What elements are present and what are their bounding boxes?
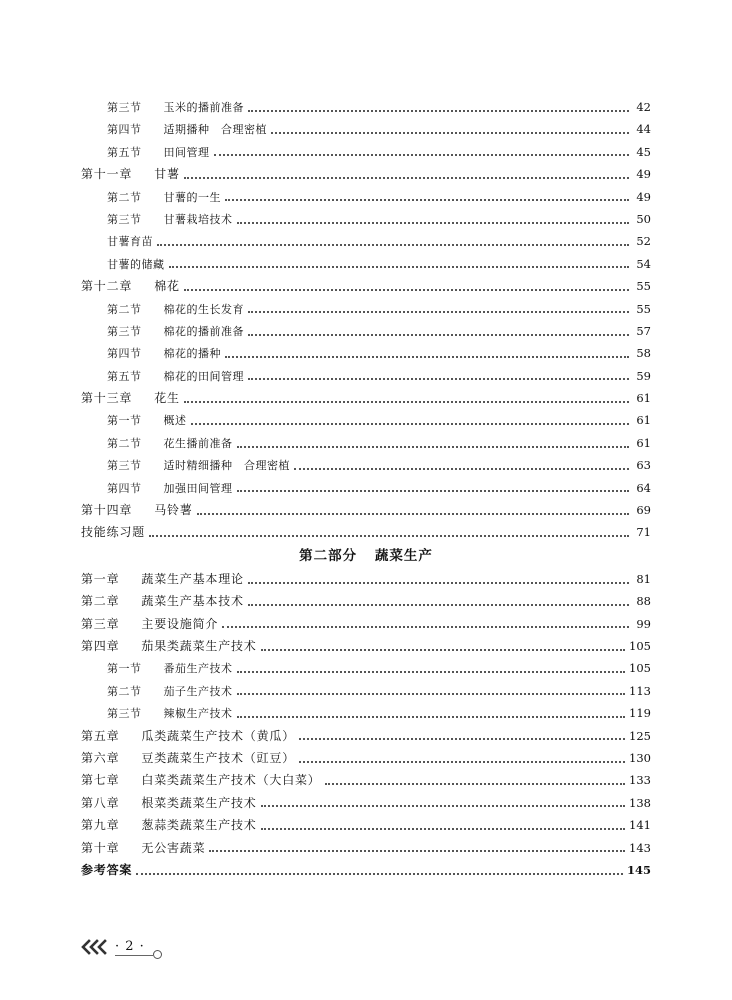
toc-entry-page: 44 bbox=[636, 122, 651, 137]
toc-entry-page: 125 bbox=[629, 728, 651, 743]
toc-entry bbox=[81, 208, 651, 230]
toc-entry-title: 参考答案 bbox=[81, 862, 133, 877]
toc-entry-page: 88 bbox=[636, 594, 651, 609]
toc-entry-number: 第十章 bbox=[81, 840, 120, 855]
toc-entry-page: 145 bbox=[626, 862, 651, 877]
leader-dots bbox=[237, 489, 630, 492]
toc-entry bbox=[81, 680, 651, 702]
toc-entry-title: 花生播前准备 bbox=[163, 436, 233, 450]
toc-entry-title: 甘薯 bbox=[154, 167, 180, 182]
toc-entry-number: 第七章 bbox=[81, 773, 120, 788]
toc-entry-page: 105 bbox=[629, 638, 651, 653]
toc-entry-title: 蔬菜生产基本理论 bbox=[141, 571, 244, 586]
toc-entry bbox=[81, 814, 651, 836]
toc-entry bbox=[81, 432, 651, 454]
toc-entry-number: 第四章 bbox=[81, 638, 120, 653]
toc-entry-number: 第二节 bbox=[107, 302, 142, 316]
leader-dots bbox=[197, 512, 629, 515]
toc-entry-page: 42 bbox=[636, 100, 651, 114]
leader-dots bbox=[248, 310, 629, 313]
toc-entry bbox=[81, 837, 651, 859]
toc-entry-title: 技能练习题 bbox=[81, 525, 146, 540]
toc-entry-page: 133 bbox=[629, 773, 651, 788]
leader-dots bbox=[209, 849, 625, 852]
leader-dots bbox=[261, 648, 625, 651]
leader-dots bbox=[325, 782, 625, 785]
toc-entry-page: 81 bbox=[636, 571, 651, 586]
toc-entry-title: 甘薯育苗 bbox=[107, 235, 153, 249]
toc-entry bbox=[81, 454, 651, 476]
leader-dots bbox=[157, 243, 629, 246]
toc-entry-title: 主要设施简介 bbox=[141, 616, 219, 631]
toc-entry-title: 无公害蔬菜 bbox=[141, 840, 206, 855]
toc-entry-title: 概述 bbox=[163, 414, 187, 428]
leader-dots bbox=[225, 198, 629, 201]
toc-entry bbox=[81, 613, 651, 635]
toc-entry-page: 130 bbox=[629, 750, 651, 765]
leader-dots bbox=[237, 715, 626, 718]
toc-entry-page: 55 bbox=[636, 301, 651, 316]
toc-entry bbox=[81, 657, 651, 679]
toc-entry-page: 63 bbox=[636, 458, 651, 473]
leader-dots bbox=[248, 581, 629, 584]
toc-entry bbox=[81, 409, 651, 431]
toc-entry-title: 番茄生产技术 bbox=[163, 662, 233, 676]
leader-dots bbox=[261, 804, 625, 807]
toc-entry-number: 第三节 bbox=[107, 459, 142, 473]
toc-entry-page: 49 bbox=[636, 189, 651, 204]
leader-dots bbox=[237, 670, 626, 673]
leader-dots bbox=[184, 400, 629, 403]
toc-entry-title: 棉花的田间管理 bbox=[163, 369, 244, 383]
leader-dots bbox=[136, 872, 623, 875]
toc-entry bbox=[81, 725, 651, 747]
leader-dots bbox=[214, 153, 630, 156]
toc-entry-number: 第十三章 bbox=[81, 391, 133, 406]
toc-entry-number: 第二节 bbox=[107, 436, 142, 450]
toc-entry bbox=[81, 96, 651, 118]
toc-entry-title: 田间管理 bbox=[163, 145, 210, 159]
toc-entry-title: 花生 bbox=[154, 391, 180, 406]
leader-dots bbox=[248, 377, 629, 380]
toc-entry-title: 甘薯的储藏 bbox=[107, 257, 165, 271]
toc-entry-page: 71 bbox=[636, 525, 651, 540]
toc-entry-title: 加强田间管理 bbox=[163, 481, 233, 495]
toc-entry-page: 64 bbox=[636, 480, 651, 495]
leader-dots bbox=[248, 603, 629, 606]
toc-entry-title: 棉花 bbox=[154, 279, 180, 294]
toc-entry-number: 第二节 bbox=[107, 684, 142, 698]
leader-dots bbox=[237, 221, 630, 224]
toc-entry-page: 55 bbox=[636, 279, 651, 294]
toc-entry-number: 第九章 bbox=[81, 818, 120, 833]
toc-entry-number: 第四节 bbox=[107, 347, 142, 361]
toc-entry-page: 69 bbox=[636, 503, 651, 518]
toc-entry-title: 适时精细播种 合理密植 bbox=[163, 459, 290, 473]
toc-entry-page: 105 bbox=[629, 661, 651, 676]
toc-part-1-entries bbox=[81, 96, 651, 544]
toc-entry-title: 根菜类蔬菜生产技术 bbox=[141, 795, 257, 810]
toc-entry bbox=[81, 859, 651, 881]
leader-dots bbox=[248, 109, 629, 112]
toc-entry bbox=[81, 769, 651, 791]
toc-entry bbox=[81, 635, 651, 657]
toc-entry-number: 第五节 bbox=[107, 145, 142, 159]
toc-entry bbox=[81, 792, 651, 814]
leader-dots bbox=[248, 333, 629, 336]
toc-entry-number: 第三节 bbox=[107, 707, 142, 721]
toc-entry bbox=[81, 365, 651, 387]
toc-part-2-entries bbox=[81, 568, 651, 881]
toc-entry bbox=[81, 253, 651, 275]
toc-entry-number: 第二章 bbox=[81, 594, 120, 609]
toc-entry-number: 第三节 bbox=[107, 212, 142, 226]
toc-entry bbox=[81, 141, 651, 163]
toc-entry-page: 99 bbox=[636, 616, 651, 631]
toc-entry bbox=[81, 702, 651, 724]
toc-entry-page: 113 bbox=[629, 683, 651, 698]
leader-dots bbox=[149, 534, 629, 537]
toc-entry-page: 52 bbox=[636, 234, 651, 249]
toc-entry-number: 第四节 bbox=[107, 481, 142, 495]
leader-dots bbox=[222, 625, 629, 628]
toc-entry-title: 茄子生产技术 bbox=[163, 684, 233, 698]
toc-entry-title: 适期播种 合理密植 bbox=[163, 123, 267, 137]
toc-entry-number: 第三章 bbox=[81, 616, 120, 631]
leader-dots bbox=[271, 131, 629, 134]
page-number: · 2 · bbox=[115, 939, 145, 954]
footer-rule bbox=[115, 955, 153, 956]
toc-entry-number: 第十一章 bbox=[81, 167, 133, 182]
table-of-contents bbox=[81, 96, 651, 881]
toc-entry-page: 45 bbox=[636, 144, 651, 159]
toc-entry-page: 138 bbox=[629, 795, 651, 810]
toc-entry-page: 58 bbox=[636, 346, 651, 361]
toc-entry-number: 第二节 bbox=[107, 190, 142, 204]
toc-entry-title: 白菜类蔬菜生产技术（大白菜） bbox=[141, 773, 321, 788]
toc-entry-title: 马铃薯 bbox=[154, 503, 193, 518]
toc-entry bbox=[81, 521, 651, 543]
toc-entry bbox=[81, 747, 651, 769]
toc-entry bbox=[81, 298, 651, 320]
page-footer bbox=[80, 937, 180, 959]
leader-dots bbox=[294, 467, 629, 470]
leader-dots bbox=[237, 692, 626, 695]
part-title: 蔬菜生产 bbox=[374, 547, 433, 564]
part-label: 第二部分 bbox=[299, 547, 358, 564]
toc-entry-number: 第十四章 bbox=[81, 503, 133, 518]
toc-entry bbox=[81, 477, 651, 499]
toc-entry-number: 第六章 bbox=[81, 750, 120, 765]
toc-entry bbox=[81, 186, 651, 208]
toc-entry-title: 棉花的播前准备 bbox=[163, 324, 244, 338]
toc-entry bbox=[81, 320, 651, 342]
leader-dots bbox=[299, 760, 625, 763]
toc-entry-number: 第五章 bbox=[81, 728, 120, 743]
toc-entry-number: 第十二章 bbox=[81, 279, 133, 294]
leader-dots bbox=[169, 265, 630, 268]
leader-dots bbox=[184, 288, 629, 291]
toc-entry-title: 甘薯栽培技术 bbox=[163, 212, 233, 226]
toc-entry bbox=[81, 342, 651, 364]
toc-entry bbox=[81, 568, 651, 590]
toc-entry bbox=[81, 230, 651, 252]
toc-entry-page: 59 bbox=[636, 368, 651, 383]
toc-entry bbox=[81, 163, 651, 185]
toc-entry bbox=[81, 118, 651, 140]
toc-entry-number: 第四节 bbox=[107, 123, 142, 137]
toc-entry-page: 50 bbox=[636, 211, 651, 226]
toc-entry-page: 61 bbox=[636, 391, 651, 406]
toc-entry bbox=[81, 275, 651, 297]
toc-entry-page: 119 bbox=[629, 706, 651, 721]
triple-chevron-left-icon bbox=[80, 939, 112, 955]
toc-entry-page: 49 bbox=[636, 167, 651, 182]
toc-entry-title: 辣椒生产技术 bbox=[163, 707, 233, 721]
circle-icon bbox=[153, 950, 162, 959]
toc-entry bbox=[81, 387, 651, 409]
toc-entry-title: 玉米的播前准备 bbox=[163, 101, 244, 114]
toc-entry-page: 143 bbox=[629, 840, 651, 855]
toc-entry-number: 第三节 bbox=[107, 101, 142, 114]
leader-dots bbox=[225, 355, 629, 358]
toc-entry-title: 葱蒜类蔬菜生产技术 bbox=[141, 818, 257, 833]
toc-entry-title: 茄果类蔬菜生产技术 bbox=[141, 638, 257, 653]
toc-entry-page: 61 bbox=[636, 435, 651, 450]
toc-entry-number: 第五节 bbox=[107, 369, 142, 383]
leader-dots bbox=[237, 445, 630, 448]
toc-entry-title: 棉花的生长发育 bbox=[163, 302, 244, 316]
toc-entry-title: 甘薯的一生 bbox=[163, 190, 221, 204]
toc-entry-title: 瓜类蔬菜生产技术（黄瓜） bbox=[141, 728, 296, 743]
toc-entry-title: 棉花的播种 bbox=[163, 347, 221, 361]
toc-entry-number: 第三节 bbox=[107, 324, 142, 338]
part-heading bbox=[81, 544, 651, 568]
toc-entry-number: 第八章 bbox=[81, 795, 120, 810]
leader-dots bbox=[191, 422, 630, 425]
toc-entry-number: 第一节 bbox=[107, 414, 142, 428]
leader-dots bbox=[261, 827, 625, 830]
toc-entry bbox=[81, 590, 651, 612]
toc-entry-title: 蔬菜生产基本技术 bbox=[141, 594, 244, 609]
toc-entry bbox=[81, 499, 651, 521]
toc-entry-number: 第一章 bbox=[81, 571, 120, 586]
leader-dots bbox=[184, 176, 629, 179]
toc-entry-page: 141 bbox=[629, 818, 651, 833]
toc-entry-number: 第一节 bbox=[107, 662, 142, 676]
toc-entry-page: 57 bbox=[636, 323, 651, 338]
toc-entry-page: 54 bbox=[636, 256, 651, 271]
toc-entry-title: 豆类蔬菜生产技术（豇豆） bbox=[141, 750, 296, 765]
leader-dots bbox=[299, 737, 625, 740]
toc-entry-page: 61 bbox=[636, 413, 651, 428]
